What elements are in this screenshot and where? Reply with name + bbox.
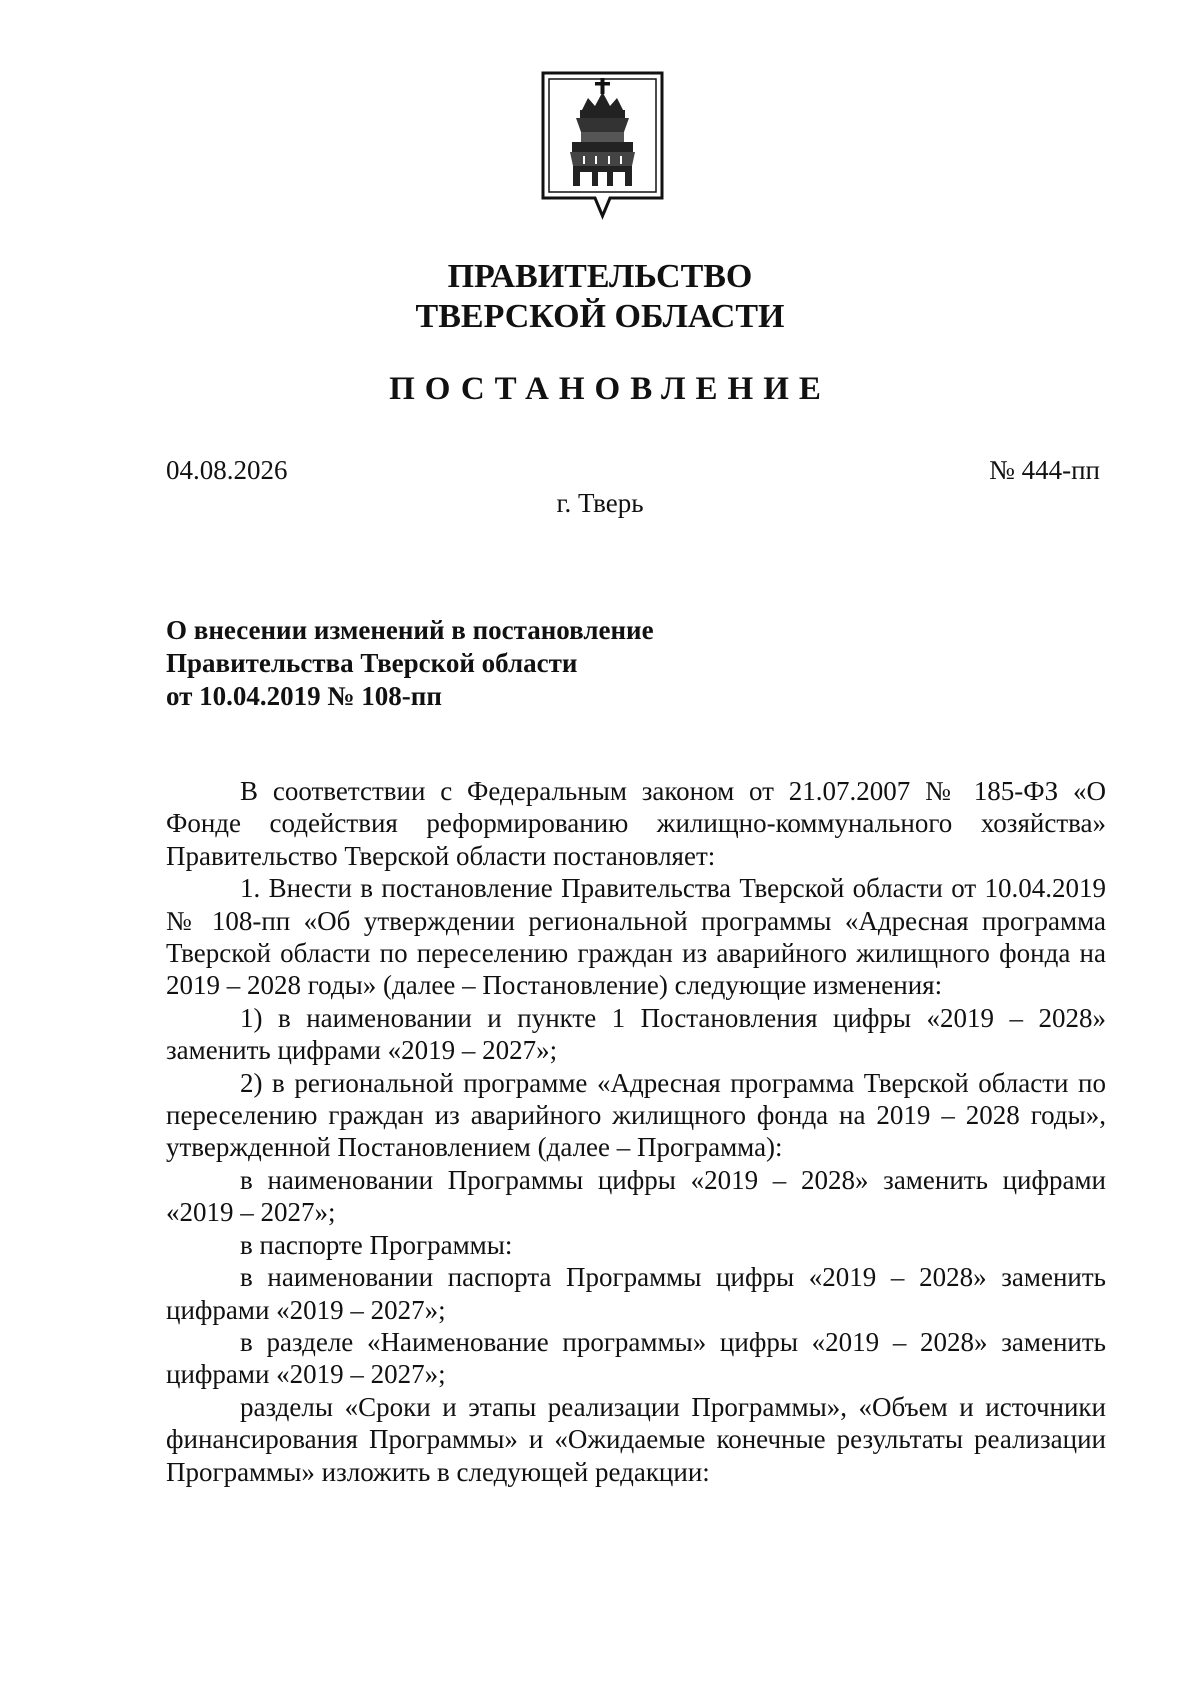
document-type-title: ПОСТАНОВЛЕНИЕ (389, 371, 831, 407)
body-paragraph: 2) в региональной программе «Адресная программа Тверской области по переселению граждан из аварийного жилищного фонда на 2019 – 2028 годы», утвержденной Постановлением (далее – Программа): (166, 1067, 1106, 1163)
body-paragraph: разделы «Сроки и этапы реализации Программы», «Объем и источники финансирования Программы» и «Ожидаемые конечные результаты реализации Программы» изложить в следующей редакции: (166, 1391, 1106, 1487)
document-body (166, 775, 1106, 1488)
subject-line: от 10.04.2019 № 108-пп (166, 681, 442, 711)
body-paragraph: 1. Внести в постановление Правительства Тверской области от 10.04.2019 № 108-пп «Об утверждении региональной программы «Адресная программа Тверской области по переселению граждан из аварийного жилищного фонда на 2019 – 2028 годы» (далее – Постановление) следующие изменения: (166, 873, 1106, 1001)
body-paragraph: в разделе «Наименование программы» цифры «2019 – 2028» заменить цифрами «2019 – 2027»; (166, 1326, 1106, 1390)
government-title-line2: ТВЕРСКОЙ ОБЛАСТИ (415, 298, 785, 335)
coat-of-arms-emblem (540, 70, 665, 225)
government-title-line1: ПРАВИТЕЛЬСТВО (447, 258, 753, 295)
body-paragraph: в наименовании паспорта Программы цифры «2019 – 2028» заменить цифрами «2019 – 2027»; (166, 1262, 1106, 1325)
document-date: 04.08.2026 (166, 455, 288, 485)
body-paragraph: в наименовании Программы цифры «2019 – 2028» заменить цифрами «2019 – 2027»; (166, 1164, 1106, 1228)
body-paragraph: 1) в наименовании и пункте 1 Постановления цифры «2019 – 2028» заменить цифрами «2019 – 2027»; (166, 1002, 1106, 1066)
body-paragraph: В соответствии с Федеральным законом от 21.07.2007 № 185-ФЗ «О Фонде содействия реформированию жилищно-коммунального хозяйства» Правительство Тверской области постановляет: (166, 776, 1106, 871)
document-city: г. Тверь (556, 488, 644, 518)
body-paragraph: в паспорте Программы: (240, 1229, 513, 1260)
document-number: № 444-пп (989, 455, 1100, 485)
subject-line: Правительства Тверской области (166, 648, 578, 678)
subject-line: О внесении изменений в постановление (166, 615, 654, 645)
document-subject (166, 614, 866, 713)
